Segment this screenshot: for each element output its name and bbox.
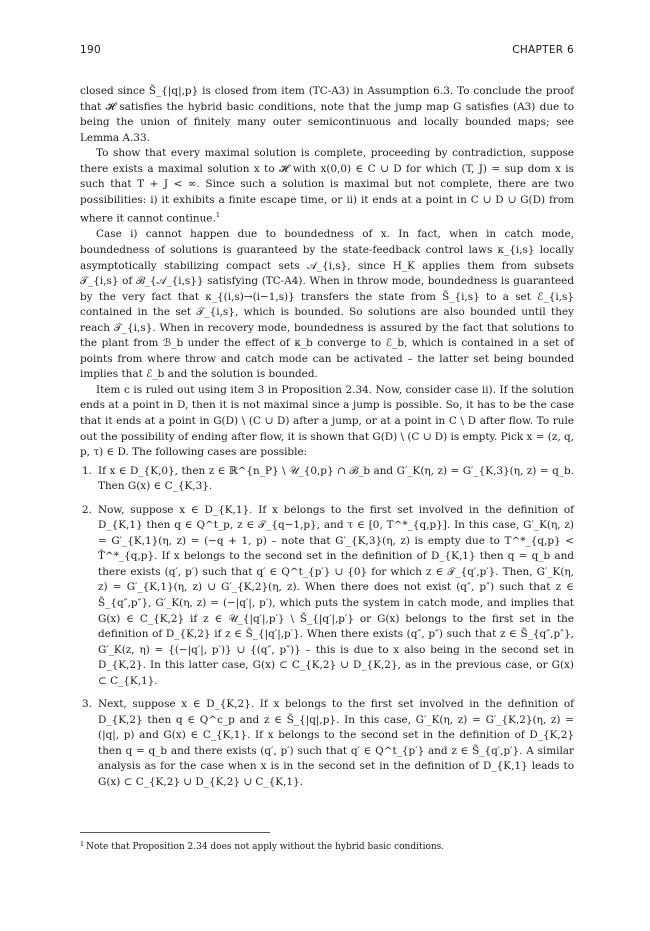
- paragraph: closed since S̃_{|q|,p} is closed from item (TC-A3) in Assumption 6.3. To conclude the proof that 𝓗 satisfies the hybrid basic conditions, note that the jump map G satisfies (A3) due to being the union of finitely many outer semicontinuous and locally bounded maps; see Lemma A.33.: [80, 85, 574, 144]
- chapter-title: CHAPTER 6: [512, 44, 574, 56]
- case-list: [80, 464, 574, 791]
- list-item: [80, 697, 574, 790]
- list-item-text: Next, suppose x ∈ D_{K,2}. If x belongs to the first set involved in the definition of D_{K,2} then q ∈ Q^c_p and z ∈ S̃_{|q|,p}. In this case, G′_K(η, z) = G′_{K,2}(η, z) = (|q|, p) and G(x) ∈ C_{K,1}. If x belongs to the second set in the definition of D_{K,2} then q = q_b and there exists (q′, p′) such that q′ ∈ Q^t_{p′} and z ∈ S̃_{q′,p′}. A similar analysis as for the case when x is in the second set in the definition of D_{K,1} leads to G(x) ⊂ C_{K,2} ∪ D_{K,2} ∪ C_{K,1}.: [98, 698, 574, 788]
- body-text: [80, 84, 574, 799]
- list-item-number: 1.: [82, 464, 92, 477]
- footnote-mark: 1: [80, 840, 85, 848]
- list-item-number: 3.: [82, 698, 92, 711]
- footnote-reference[interactable]: 1: [215, 211, 220, 220]
- footnote-text: Note that Proposition 2.34 does not apply without the hybrid basic conditions.: [86, 842, 445, 852]
- list-item-number: 2.: [82, 503, 92, 516]
- footnote-rule: [80, 832, 270, 833]
- paragraph: To show that every maximal solution is complete, proceeding by contradiction, suppose there exists a maximal solution x to 𝓗 with x(0,0) ∈ C ∪ D for which (T, J) = sup dom x is such that T + J < ∞. Since such a solution is maximal but not complete, there are two possibilities: i) it exhibits a finite escape time, or ii) it ends at a point in C ∪ D ∪ G(D) from where it cannot continue.$^1$: [80, 147, 574, 225]
- page-number: 190: [80, 44, 101, 56]
- list-item: [80, 464, 574, 495]
- list-item-text: Now, suppose x ∈ D_{K,1}. If x belongs to the first set involved in the definition of D_{K,1} then q ∈ Q^t_p, z ∈ 𝒯_{q−1,p}, and τ ∈ [0, T^*_{q,p}]. In this case, G′_K(η, z) = G′_{K,1}(η, z) = (−q + 1, p) – note that G′_{K,3}(η, z) is empty due to T^*_{q,p} < T̃^*_{q,p}. If x belongs to the second set in the definition of D_{K,1} then q = q_b and there exists (q′, p′) such that q′ ∈ Q^t_{p′} ∪ {0} for which z ∈ 𝒯_{q′,p′}. Then, G′_K(η, z) = G′_{K,1}(η, z) ∪ G′_{K,2}(η, z). When there does not exist (q″, p″) such that z ∈ S̃_{q″,p″}, G′_K(η, z) = (−|q′|, p′), which puts the system in catch mode, and implies that G(x) ∈ C_{K,2} if z ∈ 𝒰_{|q′|,p′} \ S̃_{|q′|,p′} or G(x) belongs to the first set in the definition of D_{K,2} if z ∈ S̃_{|q′|,p′}. When there exists (q″, p″) such that z ∈ S̃_{q″,p″}, G′_K(z, η) = {(−|q′|, p′)} ∪ {(q″, p″)} – this is due to x also being in the second set in D_{K,2}. In this latter case, G(x) ⊂ C_{K,2} ∪ D_{K,2}, as in the previous case, or G(x) ⊂ C_{K,1}.: [98, 503, 574, 687]
- paragraph: Case i) cannot happen due to boundedness of x. In fact, when in catch mode, boundedness of solutions is guaranteed by the state-feedback control laws κ_{i,s} locally asymptotically stabilizing compact sets 𝒜_{i,s}, since H_K applies them from subsets 𝒯_{i,s} of ℬ_{𝒜_{i,s}} satisfying (TC-A4). When in throw mode, boundedness is guaranteed by the very fact that κ_{(i,s)→(i−1,s)} transfers the state from S̃_{i,s} to a set ℰ_{i,s} contained in the set 𝒯_{i,s}, which is bounded. So solutions are also bounded until they reach 𝒯_{i,s}. When in recovery mode, boundedness is assured by the fact that solutions to the plant from ℬ_b under the effect of κ_b converge to ℰ_b, which is contained in a set of points from where throw and catch mode can be activated – the latter set being bounded implies that ℰ_b and the solution is bounded.: [80, 228, 574, 381]
- paragraph: Item c is ruled out using item 3 in Proposition 2.34. Now, consider case ii). If the solution ends at a point in D, then it is not maximal since a jump is possible. So, it has to be the case that it ends at a point in G(D) \ (C ∪ D) after a jump, or at a point in C \ D after flow. To rule out the possibility of ending after flow, it is shown that G(D) \ (C ∪ D) is empty. Pick x = (z, q, p, τ) ∈ D. The following cases are possible:: [80, 383, 574, 459]
- list-item-text: If x ∈ D_{K,0}, then z ∈ ℝ^{n_P} \ 𝒰_{0,p} ∩ ℬ_b and G′_K(η, z) = G′_{K,3}(η, z) = q_b. Then G(x) ∈ C_{K,3}.: [98, 464, 574, 493]
- list-item: [80, 503, 574, 690]
- footnote: [80, 838, 574, 853]
